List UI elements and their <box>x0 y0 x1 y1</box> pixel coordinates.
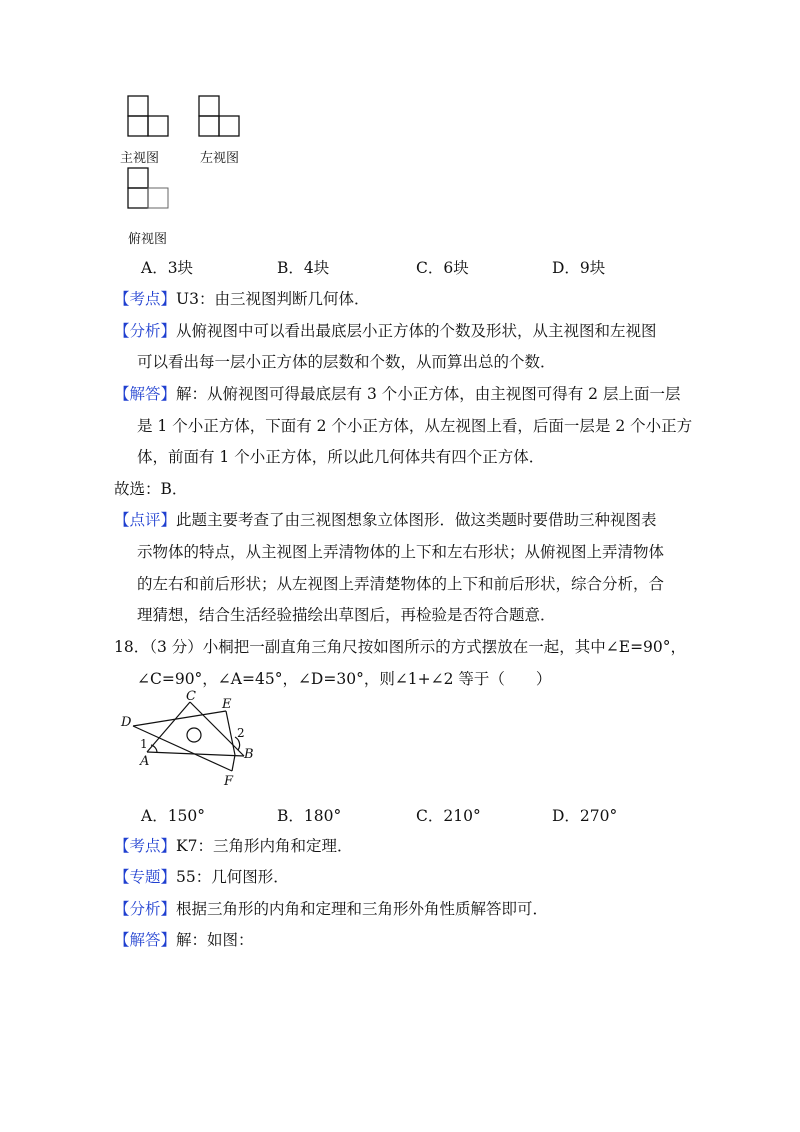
q18-kaodian-tag: 【考点】 <box>114 837 177 855</box>
fenxi-line-1: 从俯视图中可以看出最底层小正方体的个数及形状，从主视图和左视图 <box>176 322 657 340</box>
q18-kaodian <box>114 836 352 856</box>
front-view-label: 主视图 <box>120 151 160 166</box>
q18-kaodian-text: K7：三角形内角和定理． <box>176 837 353 855</box>
jieda-line-2: 是 1 个小正方体，下面有 2 个小正方体，从左视图上看，后面一层是 2 个小正方 <box>137 417 693 435</box>
q18-fenxi-text: 根据三角形的内角和定理和三角形外角性质解答即可． <box>176 900 549 918</box>
label-e: E <box>222 697 232 712</box>
left-view-label: 左视图 <box>200 151 240 166</box>
q18-stem-line-2: ∠C=90°，∠A=45°，∠D=30°，则∠1+∠2 等于（ ） <box>137 670 552 688</box>
label-c: C <box>186 689 196 704</box>
q18-fenxi <box>114 899 548 919</box>
label-angle-2: 2 <box>237 726 245 740</box>
fenxi-line-2: 可以看出每一层小正方体的层数和个数，从而算出总的个数． <box>137 353 556 371</box>
q18-jieda-text: 解：如图： <box>176 931 254 949</box>
jieda-line-1: 解：从俯视图可得最底层有 3 个小正方体，由主视图可得有 2 层上面一层 <box>176 385 681 403</box>
kaodian-tag: 【考点】 <box>114 290 177 308</box>
top-view-figure <box>126 166 176 216</box>
q17-fenxi <box>114 321 657 341</box>
q18-fenxi-tag: 【分析】 <box>114 900 177 918</box>
top-view-label: 俯视图 <box>128 232 168 247</box>
dianping-line-2: 示物体的特点，从主视图上弄清物体的上下和左右形状；从俯视图上弄清物体 <box>137 543 665 561</box>
label-b: B <box>244 747 254 762</box>
q18-option-a: A．150° <box>141 807 206 825</box>
q17-kaodian <box>114 289 369 309</box>
q18-jieda-tag: 【解答】 <box>114 931 177 949</box>
q18-stem-line-1: 18．（3 分）小桐把一副直角三角尺按如图所示的方式摆放在一起，其中∠E=90°， <box>114 638 687 656</box>
q17-option-a: A．3块 <box>141 259 194 277</box>
dianping-line-4: 理猜想，结合生活经验描绘出草图后，再检验是否符合题意． <box>137 606 556 624</box>
q17-jieda <box>114 384 680 404</box>
q18-zhuanti-tag: 【专题】 <box>114 868 177 886</box>
q18-option-b: B．180° <box>277 807 342 825</box>
label-f: F <box>224 774 234 789</box>
label-angle-1: 1 <box>140 737 148 751</box>
dianping-tag: 【点评】 <box>114 511 177 529</box>
front-view-figure <box>126 94 176 144</box>
q17-option-c: C．6块 <box>416 259 469 277</box>
q17-option-b: B．4块 <box>277 259 330 277</box>
q18-jieda <box>114 930 254 950</box>
q18-zhuanti-text: 55：几何图形． <box>176 868 289 886</box>
jieda-tag: 【解答】 <box>114 385 177 403</box>
triangles-figure <box>118 690 278 790</box>
q18-zhuanti <box>114 867 289 887</box>
kaodian-text: U3：由三视图判断几何体． <box>176 290 370 308</box>
fenxi-tag: 【分析】 <box>114 322 177 340</box>
q17-dianping <box>114 510 657 530</box>
q18-option-c: C．210° <box>416 807 481 825</box>
jieda-line-3: 体，前面有 1 个小正方体，所以此几何体共有四个正方体． <box>137 448 545 466</box>
q17-answer: 故选：B． <box>114 480 188 498</box>
dianping-line-1: 此题主要考查了由三视图想象立体图形．做这类题时要借助三种视图表 <box>176 511 657 529</box>
q18-option-d: D．270° <box>552 807 618 825</box>
q17-option-d: D．9块 <box>552 259 606 277</box>
dianping-line-3: 的左右和前后形状；从左视图上弄清楚物体的上下和前后形状，综合分析，合 <box>137 575 665 593</box>
label-d: D <box>121 715 132 730</box>
label-a: A <box>140 754 150 769</box>
left-view-figure <box>197 94 247 144</box>
